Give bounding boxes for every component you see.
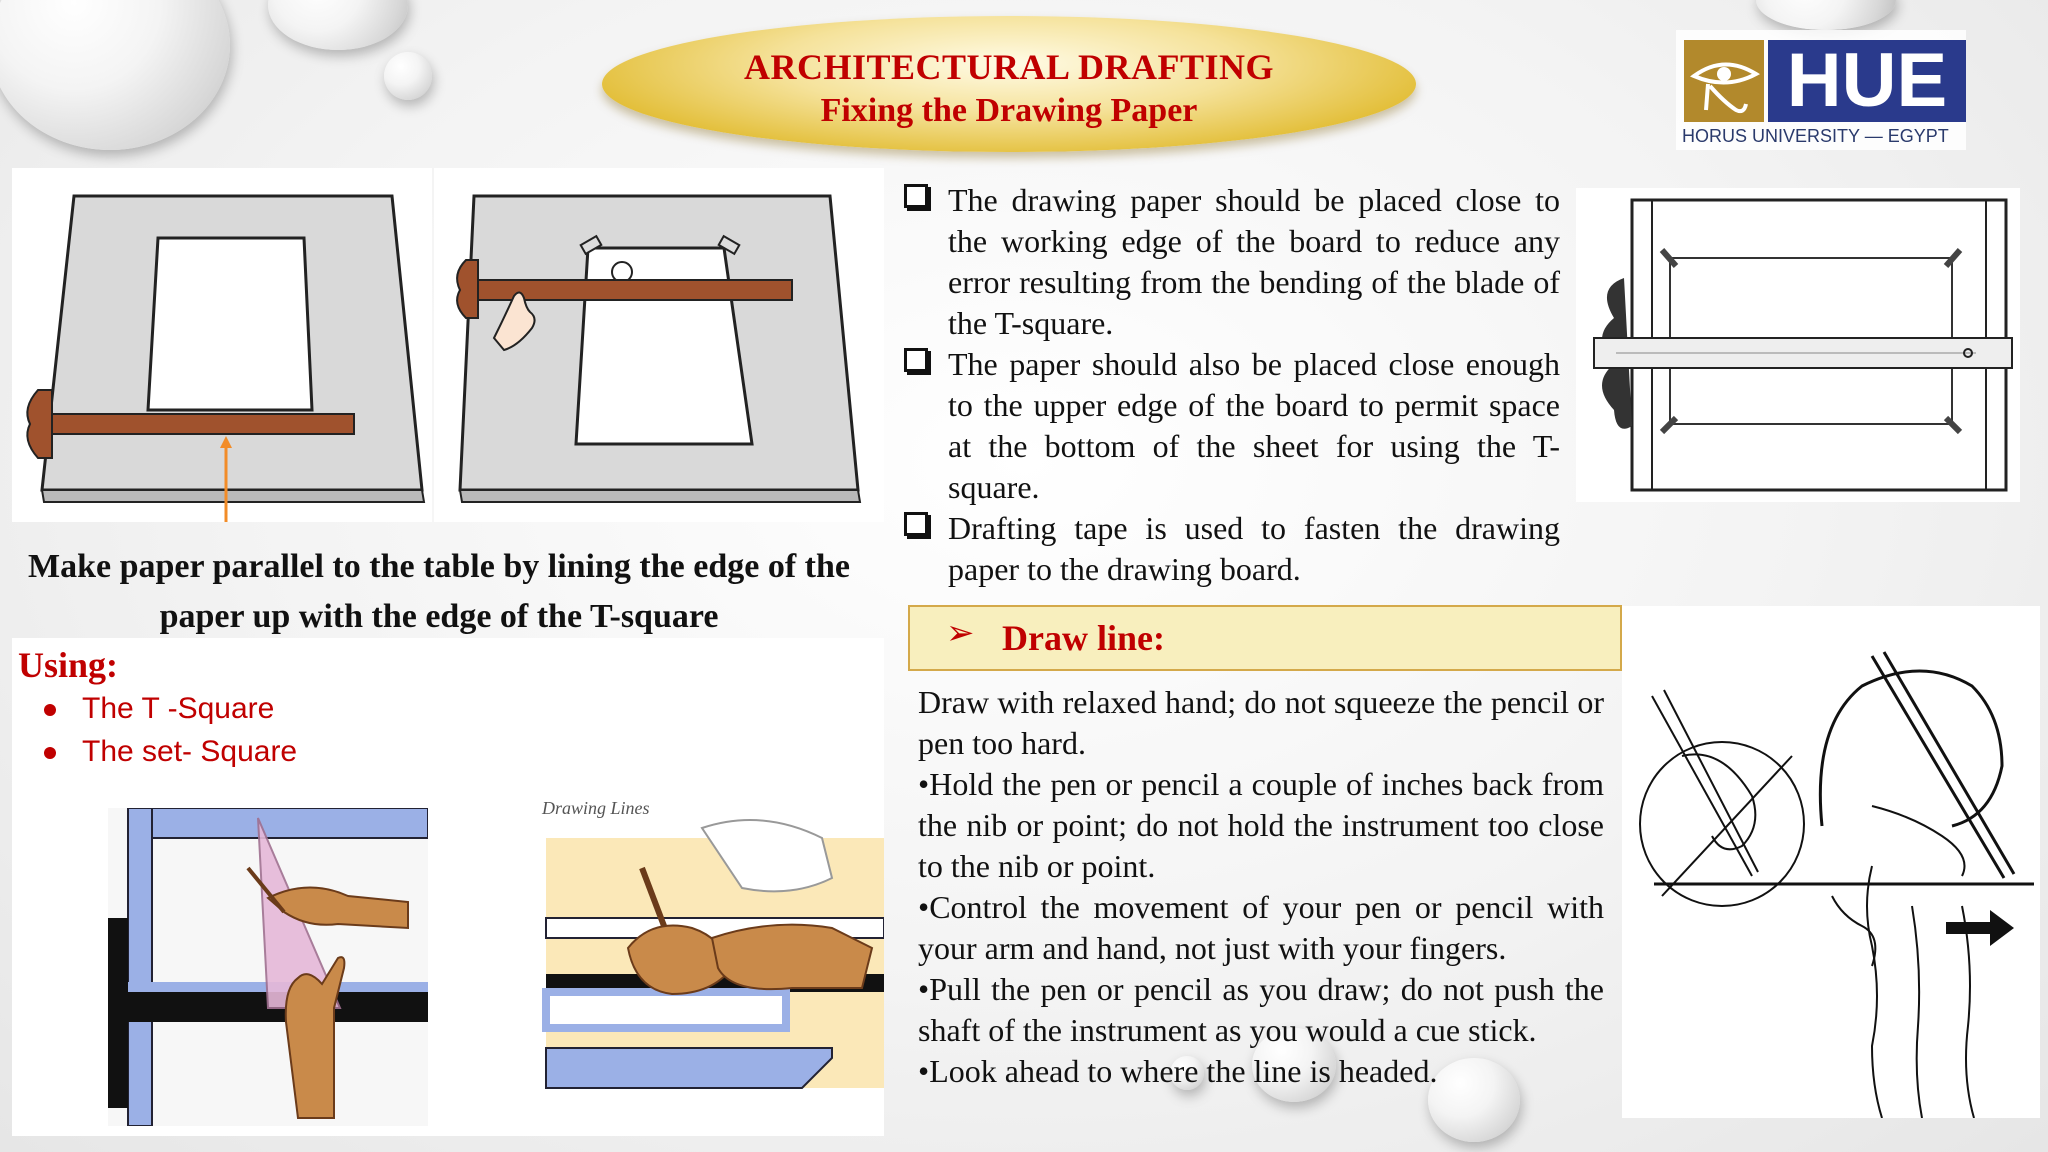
set-square-illustration xyxy=(108,808,428,1126)
using-list-item xyxy=(82,692,274,726)
bullet-text: The drawing paper should be placed close to the working edge of the board to reduce any error resulting from the bending of the blade of the T-square. xyxy=(948,182,1560,341)
draw-line-paragraph: Draw with relaxed hand; do not squeeze the pencil or pen too hard. xyxy=(918,684,1604,761)
paper-alignment-caption: Make paper parallel to the table by lining the edge of the paper up with the edge of the T-square xyxy=(28,548,850,635)
bullet-item xyxy=(900,180,1560,344)
slide-subtitle: Fixing the Drawing Paper xyxy=(820,92,1198,129)
hand-drawing-image xyxy=(1622,606,2040,1118)
logo-subtitle: HORUS UNIVERSITY — EGYPT xyxy=(1682,126,1949,146)
water-drop-decoration xyxy=(384,52,432,100)
bullet-item xyxy=(900,344,1560,508)
eye-of-horus-icon xyxy=(1684,40,1764,122)
using-item-label: The set- Square xyxy=(82,735,298,768)
using-item-label: The T -Square xyxy=(82,692,275,725)
draw-line-paragraph: •Hold the pen or pencil a couple of inches back from the nib or point; do not hold the instrument too close to the nib or point. xyxy=(918,766,1604,884)
drawing-lines-illustration xyxy=(532,798,884,1128)
arrow-bullet-icon: ➢ xyxy=(946,613,975,653)
water-drop-decoration xyxy=(268,0,408,50)
figure-label: Drawing Lines xyxy=(542,798,650,818)
bullet-dot-icon xyxy=(44,704,56,716)
draw-line-paragraph: •Control the movement of your pen or pencil with your arm and hand, not just with your fingers. xyxy=(918,889,1604,966)
draw-line-paragraph: •Pull the pen or pencil as you draw; do not push the shaft of the instrument as you would a cue stick. xyxy=(918,971,1604,1048)
plan-view-board-image xyxy=(1576,188,2020,502)
bullet-text: Drafting tape is used to fasten the drawing paper to the drawing board. xyxy=(948,510,1560,587)
fixing-paper-bullets xyxy=(900,180,1560,590)
bullet-text: The paper should also be placed close enough to the upper edge of the board to permit space at the bottom of the sheet for using the T-square. xyxy=(948,346,1560,505)
draw-line-paragraph: •Look ahead to where the line is headed. xyxy=(918,1053,1438,1089)
checkbox-bullet-icon xyxy=(904,184,928,208)
slide-title: ARCHITECTURAL DRAFTING xyxy=(743,47,1275,87)
water-drop-decoration xyxy=(0,0,230,150)
title-banner xyxy=(602,16,1416,152)
checkbox-bullet-icon xyxy=(904,512,928,536)
university-logo xyxy=(1676,30,1966,150)
draw-line-header xyxy=(908,605,1622,671)
draw-line-text xyxy=(918,682,1604,1092)
board-tsquare-image xyxy=(12,168,432,522)
draw-line-title: Draw line: xyxy=(1002,618,1165,658)
water-drop-decoration xyxy=(1756,0,1896,30)
logo-wordmark: HUE xyxy=(1768,40,1966,122)
taped-paper-image xyxy=(434,168,884,522)
using-list-item xyxy=(82,735,297,769)
bullet-dot-icon xyxy=(44,747,56,759)
checkbox-bullet-icon xyxy=(904,348,928,372)
bullet-item xyxy=(900,508,1560,590)
using-title: Using: xyxy=(18,645,119,685)
using-tools-panel xyxy=(12,638,884,1136)
